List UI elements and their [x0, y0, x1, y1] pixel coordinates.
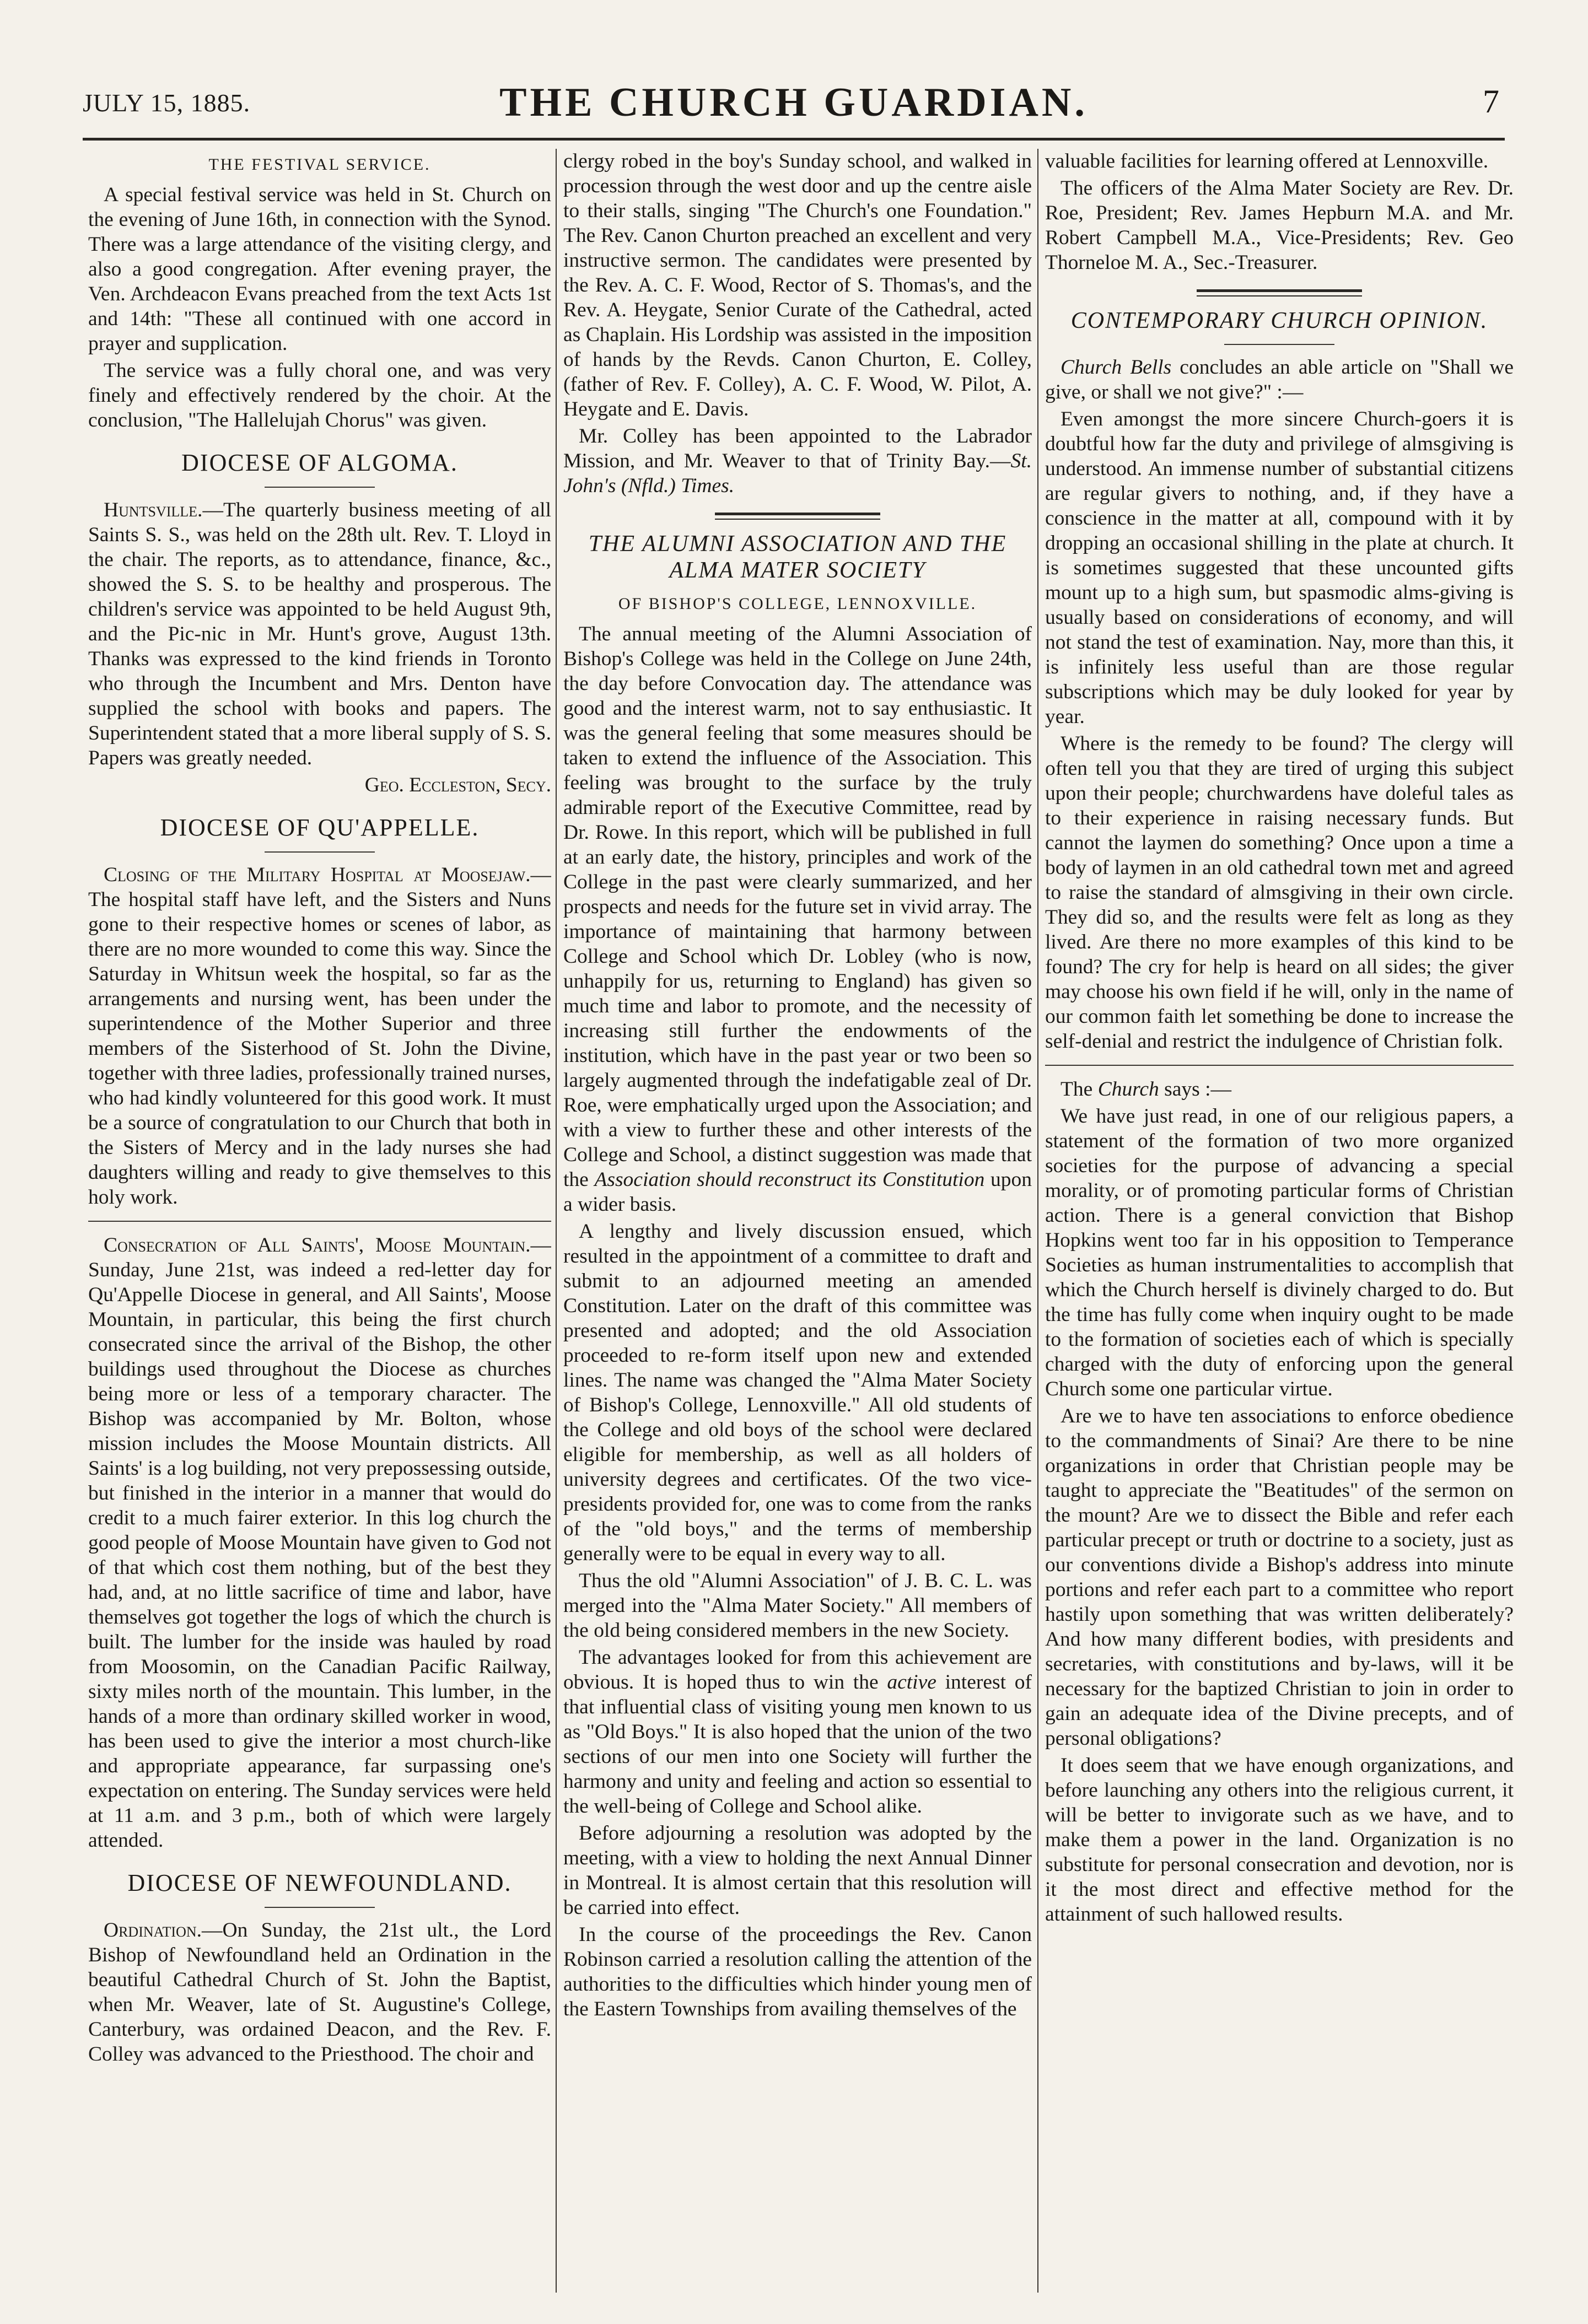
newspaper-title: THE CHURCH GUARDIAN.: [499, 80, 1088, 125]
opinion-paragraph: Where is the remedy to be found? The clergy will often tell you that they are tired of urging this subject upon their people; churchwardens have doleful tales as to their experience in raising necessary funds. But cannot the laymen do something? Once upon a time a body of laymen in an old cathedral town met and agreed to raise the standard of almsgiving in their own circle. They did so, and the results were felt as long as they lived. Are there no more examples of this kind to be found? The cry for help is heard on all sides; the giver may choose his own field if he will, only in the name of our common faith let something be done to increase the self-denial and restrict the indulgence of Christian folk.: [1045, 732, 1514, 1053]
item-separator: [88, 1221, 551, 1222]
quappelle-lead: Consecration of All Saints', Moose Mountain.: [104, 1234, 531, 1257]
alumni-text: The advantages looked for from this achievement are obvious. It is hoped thus to win the: [563, 1646, 1032, 1694]
opinion-intro-text: The: [1061, 1078, 1098, 1101]
article-rule: [715, 513, 880, 520]
quappelle-paragraph: [88, 862, 551, 1210]
quappelle-heading: DIOCESE OF QU'APPELLE.: [160, 814, 480, 841]
newfoundland-continued: [563, 424, 1032, 498]
appointment-text: Mr. Colley has been appointed to the Labrador Mission, and Mr. Weaver to that of Trinity Bay.—: [563, 425, 1032, 472]
section-rule: [265, 1907, 375, 1908]
alumni-officers: The officers of the Alma Mater Society are Rev. Dr. Roe, President; Rev. James Hepburn M.A. and Mr. Robert Campbell M.A., Vice-Presidents; Rev. Geo Thorneloe M. A., Sec.-Treasurer.: [1045, 177, 1514, 274]
alumni-paragraph: Thus the old "Alumni Association" of J. B. C. L. was merged into the "Alma Mater Society." All members of the old being considered members in the new Society.: [563, 1570, 1032, 1642]
column-1: [88, 149, 551, 2293]
algoma-paragraph: [88, 498, 551, 770]
source-citation: St. John's (Nfld.) Times.: [563, 450, 1032, 497]
opinion-heading: CONTEMPORARY CHURCH OPINION.: [1070, 308, 1488, 333]
quappelle-text: —Sunday, June 21st, was indeed a red-letter day for Qu'Appelle Diocese in general, and All Saints', Moose Mountain, in particular, this being the first church consecrated since the arrival of the Bishop, the other buildings used throughout the Diocese as churches being more or less of a temporary character. The Bishop was accompanied by Mr. Bolton, whose mission includes the Moose Mountain districts. All Saints' is a log building, not very prepossessing outside, but finished in the interior in a manner that would do credit to a much fairer exterior. In this log church the good people of Moose Mountain have given to God not of that which cost them nothing, but of the best they had, and, at no little sacrifice of time and labor, have themselves got together the logs of which the church is built. The lumber for the inside was hauled by road from Moosomin, on the Canadian Pacific Railway, sixty miles north of the mountain. This lumber, in the hands of a more than ordinary skilled worker in wood, has been used to give the interior a most church-like and appropriate appearance, far surpassing one's expectation on entering. The Sunday services were held at 11 a.m. and 3 p.m., both of which were largely attended.: [88, 1234, 551, 1852]
opinion-paragraph: Even amongst the more sincere Church-goers it is doubtful how far the duty and privilege of almsgiving is understood. An immense number of substantial citizens are regular givers to nothing, and, if they have a conscience in the matter at all, compound with it by dropping an occasional shilling in the plate at church. It is sometimes suggested that these uncounted gifts mount up to a high sum, but spasmodic alms-giving is usually based on considerations of economy, and will not stand the test of examination. Nay, more than this, it is infinitely less useful than are those regular subscriptions which may be duly looked for year by year.: [1045, 408, 1514, 728]
opinion-intro: [1045, 355, 1514, 405]
algoma-lead: Huntsville.: [104, 499, 203, 521]
alumni-subheading: OF BISHOP'S COLLEGE, LENNOXVILLE.: [618, 595, 977, 613]
section-rule: [1224, 344, 1334, 345]
column-divider: [556, 149, 557, 2293]
issue-date: JULY 15, 1885.: [83, 89, 251, 117]
quappelle-lead: Closing of the Military Hospital at Moosejaw.: [104, 864, 531, 886]
newfoundland-text: —On Sunday, the 21st ult., the Lord Bishop of Newfoundland held an Ordination in the beautiful Cathedral Church of St. John the Baptist, when Mr. Weaver, late of St. Augustine's College, Canterbury, was ordained Deacon, and the Rev. F. Colley was advanced to the Priesthood. The choir and: [88, 1919, 551, 2066]
alumni-paragraph: [563, 622, 1032, 1217]
alumni-heading: THE ALUMNI ASSOCIATION AND THE ALMA MATER SOCIETY: [588, 531, 1007, 583]
algoma-heading: DIOCESE OF ALGOMA.: [181, 449, 458, 476]
alumni-text: upon a wider basis.: [563, 1168, 1032, 1216]
alumni-emphasis: Association should reconstruct its Constitution: [594, 1168, 985, 1191]
opinion-paragraph: We have just read, in one of our religious papers, a statement of the formation of two more organized societies for the purpose of advancing a special morality, or of promoting particular forms of Christian action. There is a general conviction that Bishop Hopkins went too far in his opposition to Temperance Societies as human instrumentalities to accomplish that which the Church herself is divinely charged to do. But the time has fully come when inquiry ought to be made to the formation of societies each of which is specially charged with the duty of enforcing upon the general Church some one particular virtue.: [1045, 1105, 1514, 1400]
alumni-text: The annual meeting of the Alumni Association of Bishop's College was held in the College on June 24th, the day before Convocation day. The attendance was good and the interest warm, not to say enthusiastic. It was the general feeling that some measures should be taken to extend the influence of the Association. This feeling was brought to the surface by the truly admirable report of the Executive Committee, read by Dr. Rowe. In this report, which will be published in full at an early date, the history, principles and work of the College in the past were clearly summarized, and her prospects and needs for the future set in vivid array. The importance of maintaining that harmony between College and School which Dr. Lobley (who is now, unhappily for us, returning to England) has given so much time and labor to promote, and the necessity of increasing still further the endowments of the institution, which have in the past year or two been so largely augmented through the indefatigable zeal of Dr. Roe, were emphatically urged upon the Association; and with a view to further these and other interests of the College and School, a distinct suggestion was made that the: [563, 623, 1032, 1191]
algoma-text: —The quarterly business meeting of all Saints S. S., was held on the 28th ult. Rev. T. Lloyd in the chair. The reports, as to attendance, finance, &c., showed the S. S. to be healthy and prosperous. The children's service was appointed to be held August 9th, and the Pic-nic in Mr. Hunt's grove, August 13th. Thanks was expressed to the kind friends in Toronto who through the Incumbent and Mrs. Denton have supplied the school with books and papers. The Superintendent stated that a more liberal supply of S. S. Papers was greatly needed.: [88, 499, 551, 769]
quappelle-paragraph: [88, 1233, 551, 1853]
page-number: 7: [1483, 83, 1499, 120]
article-rule: [1197, 289, 1362, 296]
newfoundland-continued: clergy robed in the boy's Sunday school, and walked in procession through the west door and up the centre aisle to their stalls, singing "The Church's one Foundation." The Rev. Canon Churton preached an excellent and very instructive sermon. The candidates were presented by the Rev. A. C. F. Wood, Rector of S. Thomas's, and the Rev. A. Heygate, Senior Curate of the Cathedral, acted as Chaplain. His Lordship was assisted in the imposition of hands by the Revds. Canon Churton, E. Colley, (father of Rev. F. Colley), A. C. F. Wood, W. Pilot, A. Heygate and E. Davis.: [563, 150, 1032, 420]
alumni-continued: valuable facilities for learning offered at Lennoxville.: [1045, 150, 1489, 172]
source-name: Church Bells: [1061, 356, 1172, 379]
alumni-paragraph: In the course of the proceedings the Rev. Canon Robinson carried a resolution calling the attention of the authorities to the difficulties which hinder young men of the Eastern Townships from availing themselves of the: [563, 1923, 1032, 2020]
newfoundland-heading: DIOCESE OF NEWFOUNDLAND.: [127, 1869, 512, 1896]
alumni-text: interest of that influential class of visiting young men known to us as "Old Boys." It is also hoped that the union of the two sections of our men into one Society will further the harmony and unity and feeling and action so essential to the well-being of College and School alike.: [563, 1671, 1032, 1818]
alumni-emphasis: active: [887, 1671, 936, 1694]
alumni-paragraph: Before adjourning a resolution was adopted by the meeting, with a view to holding the next Annual Dinner in Montreal. It is almost certain that this resolution will be carried into effect.: [563, 1822, 1032, 1919]
alumni-paragraph: A lengthy and lively discussion ensued, which resulted in the appointment of a committee to draft and submit to an adjourned meeting an amended Constitution. Later on the draft of this committee was presented and adopted; and the old Association proceeded to re-form itself upon new and extended lines. The name was changed the "Alma Mater Society of Bishop's College, Lennoxville." All old students of the College and old boys of the school were declared eligible for membership, as well as all holders of university degrees and certificates. Of the two vice-presidents provided for, one was to come from the ranks of the "old boys," and the terms of membership generally were to be equal in every way to all.: [563, 1220, 1032, 1565]
algoma-signature: Geo. Eccleston, Secy.: [364, 774, 551, 796]
column-2: [563, 149, 1032, 2293]
festival-paragraph: A special festival service was held in St. Church on the evening of June 16th, in connection with the Synod. There was a large attendance of the visiting clergy, and also a good congregation. After evening prayer, the Ven. Archdeacon Evans preached from the text Acts 1st and 14th: "These all continued with one accord in prayer and supplication.: [88, 184, 551, 355]
column-divider: [1037, 149, 1038, 2293]
newfoundland-paragraph: [88, 1918, 551, 2067]
festival-paragraph: The service was a fully choral one, and was very finely and effectively rendered by the choir. At the conclusion, "The Hallelujah Chorus" was given.: [88, 359, 551, 432]
item-separator: [1045, 1065, 1514, 1066]
opinion-paragraph: It does seem that we have enough organizations, and before launching any others into the religious current, it will be better to invigorate such as we have, and to make them a power in the land. Organization is no substitute for personal consecration and devotion, nor is it the most direct and effective method for the attainment of such hallowed results.: [1045, 1754, 1514, 1926]
section-rule: [265, 487, 375, 488]
masthead: [83, 72, 1505, 141]
quappelle-text: —The hospital staff have left, and the Sisters and Nuns gone to their respective homes or scenes of labor, as there are no more wounded to come this way. Since the Saturday in Whitsun week the hospital, so far as the arrangements and nursing went, has been under the superintendence of the Mother Superior and three members of the Sisterhood of St. John the Divine, together with three ladies, professionally trained nurses, who had kindly volunteered for this good work. It must be a source of congratulation to our Church that both in the Sisters of Mercy and in the lady nurses she had daughters willing and ready to give themselves to this holy work.: [88, 864, 551, 1209]
opinion-intro-text: concludes an able article on "Shall we give, or shall we not give?" :—: [1045, 356, 1514, 403]
opinion-intro: [1045, 1077, 1514, 1102]
column-3: [1045, 149, 1514, 2293]
opinion-paragraph: Are we to have ten associations to enforce obedience to the commandments of Sinai? Are there to be nine organizations in order that Christian people may be taught to appreciate the "Beatitudes" of the sermon on the mount? Are we to dissect the Bible and refer each particular precept or truth or doctrine to a society, just as our conventions divide a Bishop's address into minute portions and refer each part to a committee who report hastily upon something that was written deliberately? And how many different bodies, with presidents and secretaries, with constitutions and by-laws, will it be necessary for the baptized Christian to join in order to gain an adequate idea of the Divine precepts, and of personal obligations?: [1045, 1405, 1514, 1750]
newfoundland-lead: Ordination.: [104, 1919, 202, 1942]
alumni-paragraph: [563, 1645, 1032, 1819]
festival-heading: THE FESTIVAL SERVICE.: [208, 155, 431, 174]
opinion-intro-text: says :—: [1159, 1078, 1232, 1101]
source-name: Church: [1097, 1078, 1159, 1101]
section-rule: [265, 851, 375, 853]
